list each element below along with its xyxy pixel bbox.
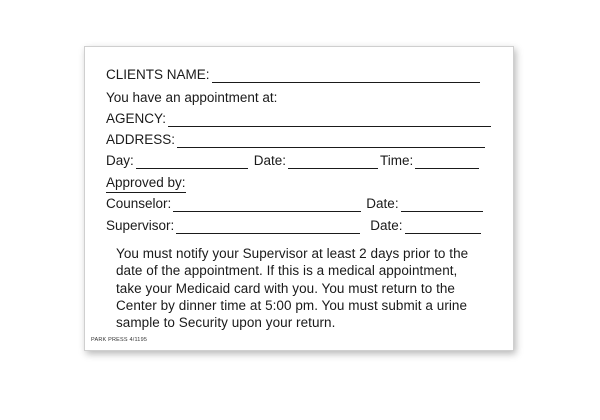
clients-name-field[interactable]: [212, 70, 480, 83]
counselor-label: Counselor:: [106, 196, 172, 211]
supervisor-row: [106, 218, 481, 234]
agency-row: [106, 111, 491, 127]
notice-line: You must notify your Supervisor at least 2 days prior to the: [116, 246, 469, 261]
time-field[interactable]: [415, 156, 479, 169]
notice-line: Center by dinner time at 5:00 pm. You must submit a urine: [116, 297, 468, 313]
day-date-time-row: [106, 153, 479, 169]
day-field[interactable]: [136, 156, 248, 169]
date-field[interactable]: [288, 156, 378, 169]
counselor-date-label: Date:: [366, 196, 399, 211]
approved-by-row: [106, 175, 186, 193]
supervisor-label: Supervisor:: [106, 218, 175, 233]
approved-by-label: Approved by:: [106, 175, 186, 193]
address-row: [106, 132, 485, 148]
counselor-row: [106, 196, 483, 212]
supervisor-date-label: Date:: [370, 218, 403, 233]
address-label: ADDRESS:: [106, 132, 176, 147]
notice-line: date of the appointment. If this is a medical appointment,: [116, 263, 458, 279]
supervisor-field[interactable]: [176, 221, 360, 234]
day-label: Day:: [106, 153, 134, 168]
address-field[interactable]: [177, 135, 485, 148]
notice-paragraph: [116, 245, 508, 331]
notice-line: sample to Security upon your return.: [116, 315, 336, 331]
clients-name-label: CLIENTS NAME:: [106, 67, 210, 82]
agency-label: AGENCY:: [106, 111, 167, 126]
appointment-card: [84, 46, 514, 351]
time-label: Time:: [380, 153, 414, 168]
notice-line: take your Medicaid card with you. You must return to the: [116, 280, 455, 296]
agency-field[interactable]: [168, 114, 491, 127]
appointment-row: [106, 90, 277, 106]
counselor-field[interactable]: [173, 199, 361, 212]
date-label: Date:: [253, 153, 287, 168]
clients-name-row: [106, 67, 480, 83]
supervisor-date-field[interactable]: [405, 221, 481, 234]
appointment-label: You have an appointment at:: [106, 90, 278, 105]
counselor-date-field[interactable]: [401, 199, 483, 212]
printer-credit: PARK PRESS 4/1195: [91, 337, 148, 343]
